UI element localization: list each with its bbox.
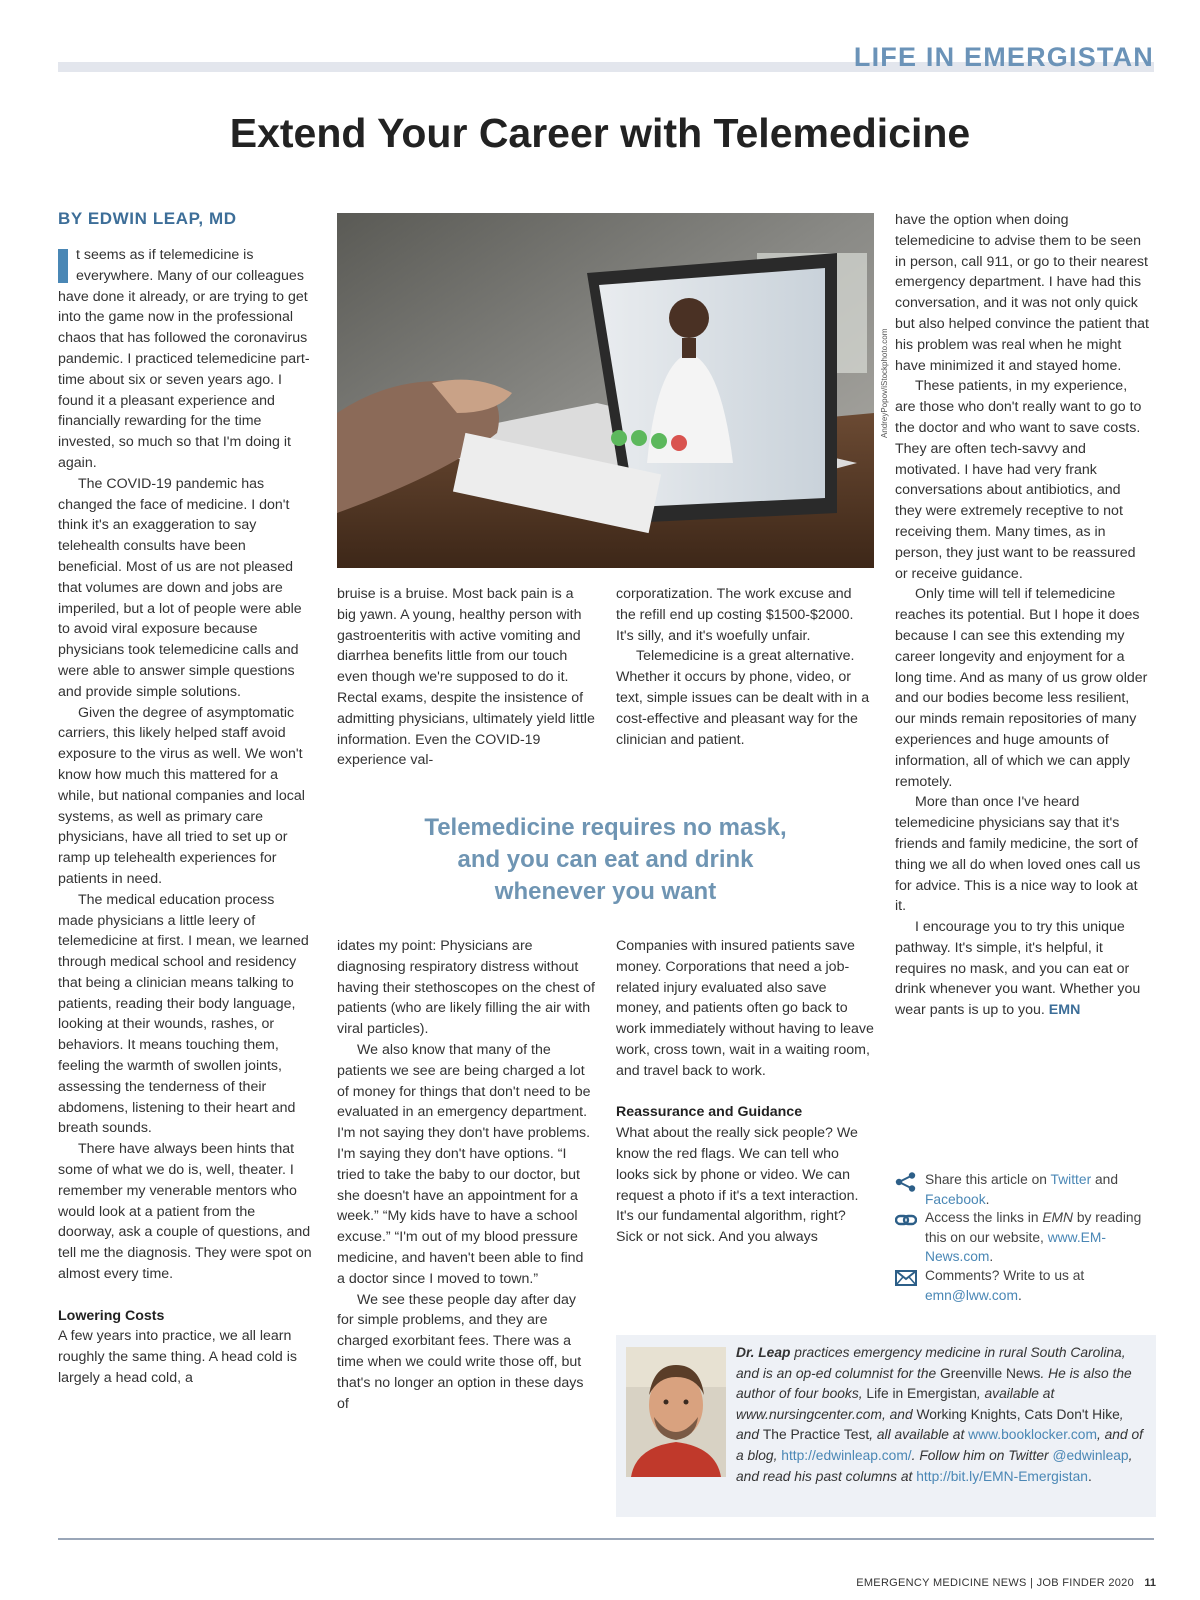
blog-link[interactable]: http://edwinleap.com/ [781,1447,912,1463]
author-bio-box [616,1335,1156,1517]
photo-credit: AndreyPopov/iStockphoto.com [880,328,889,438]
article-headline: Extend Your Career with Telemedicine [229,110,971,156]
paragraph: bruise is a bruise. Most back pain is a big yawn. A young, healthy person with gastroenteritis with active vomiting and diarrhea benefits little from our touch even though we're supposed to do it. Rectal exams, despite the insistence of admitting physicians, ultimately yield little information. Even the COVID-19 experience val- [337,586,595,769]
past-columns-link[interactable]: http://bit.ly/EMN-Emergistan [916,1468,1088,1484]
email-link[interactable]: emn@lww.com [925,1287,1018,1303]
subheading-lowering-costs: Lowering Costs [58,1307,165,1324]
article-column-3-top [616,584,874,794]
byline: BY EDWIN LEAP, MD [58,209,237,228]
paragraph: Only time will tell if telemedicine reaches its potential. But I hope it does because I can see this extending my career longevity and enjoyment for a long time. And as many of us grow older and our bodies become less resilient, our minds remain repositories of many experiences and huge amounts of information, all of which we can apply remotely. [895,586,1148,790]
share-block: Share this article on Twitter and Facebook. [895,1170,1155,1209]
drop-cap-i-mark [58,249,68,283]
paragraph: Given the degree of asymptomatic carriers, this likely helped staff avoid exposure to the virus as well. We won't know how much this mattered for a while, but national companies and local systems, as well as primary care physicians, have all tried to set up or ramp up telehealth experiences for patients in need. [58,704,305,887]
paragraph: More than once I've heard telemedicine physicians say that it's friends and family medicine, the sort of thing we all do when loved ones call us for advice. This is a nice way to look at it. [895,794,1141,915]
paragraph: t seems as if telemedicine is everywhere. Many of our colleagues have done it already, or are trying to get into the game now in the professional chaos that has followed the coronavirus pandemic. I practiced telemedicine part-time about six or seven years ago. I found it a pleasant experience and financially rewarding for the time invested, so much so that I'm doing it again. [58,247,310,471]
paragraph: have the option when doing telemedicine to advise them to be seen in person, call 911, or go to their nearest emergency department. I have had this conversation, and it was not only quick but also helped convince the patient that his problem was real when he might have minimized it and stayed home. [895,212,1149,374]
pull-quote-line: and you can eat and drink [457,846,754,873]
paragraph: Companies with insured patients save money. Corporations that need a job-related injury evaluated also save money, and patients often go back to work immediately without having to leave work, cross town, wait in a waiting room, and travel back to work. [616,938,874,1079]
article-column-2-bottom [337,936,595,1516]
paragraph: A few years into practice, we all learn roughly the same thing. A head cold is largely a head cold, a [58,1328,297,1387]
chain-link-icon [895,1210,917,1230]
paragraph: Telemedicine is a great alternative. Whether it occurs by phone, video, or text, simple issues can be dealt with in a cost-effective and pleasant way for the clinician and patient. [616,648,870,748]
pull-quote [337,812,874,908]
telemedicine-photo [337,213,874,568]
footer-publication: EMERGENCY MEDICINE NEWS | JOB FINDER 2020 [856,1577,1134,1589]
article-column-1 [58,245,313,1510]
page-number: 11 [1144,1577,1156,1589]
paragraph: corporatization. The work excuse and the refill end up costing $1500-$2000. It's silly, and it's woefully unfair. [616,586,854,644]
paragraph: The COVID-19 pandemic has changed the face of medicine. I don't think it's an exaggeration to say telehealth consults have been beneficial. Most of us are not pleased that volumes are down and jobs are imperiled, but a lot of people were able to avoid viral exposure because physicians took telemedicine calls and were able to answer simple questions and provide simple solutions. [58,475,302,700]
paragraph: The medical education process made physicians a little leery of telemedicine at first. I mean, we learned through medical school and residency that being a clinician means talking to patients, reading their body language, looking at their wounds, rashes, or behaviors. It means touching them, feeling the warmth of swollen joints, assessing the tenderness of their abdomens, listening to their heart and breath sounds. [58,891,309,1137]
pull-quote-line: Telemedicine requires no mask, [424,814,787,841]
envelope-icon [895,1268,917,1288]
twitter-link[interactable]: Twitter [1050,1172,1092,1187]
subheading-reassurance: Reassurance and Guidance [616,1104,803,1121]
paragraph: I encourage you to try this unique pathway. It's simple, it's helpful, it requires no mask, and you can eat or drink whenever you want. Whether you wear pants is up to you. EMN [895,919,1141,1019]
section-label: LIFE IN EMERGISTAN [853,42,1154,72]
end-mark: EMN [1048,1002,1081,1019]
booklocker-link[interactable]: www.booklocker.com [968,1427,1097,1443]
website-link[interactable]: www.EM-News.com [925,1229,1106,1264]
paragraph: What about the really sick people? We know the red flags. We can tell who looks sick by phone or video. We can request a photo if it's a text interaction. It's our fundamental algorithm, right? Sick or not sick. And you always [616,1125,859,1246]
laptop-video-call-illustration [337,213,874,568]
twitter-handle-link[interactable]: @edwinleap [1052,1447,1129,1463]
paragraph: These patients, in my experience, are those who don't really want to go to the doctor and who want to save costs. They are often tech-savvy and motivated. I have had very frank conversations about antibiotics, and they were extremely receptive to not receiving them. Many times, as in person, they just want to be reassured or receive guidance. [895,378,1142,582]
comments-block: Comments? Write to us at emn@lww.com. [895,1266,1155,1305]
paragraph: We also know that many of the patients we see are being charged a lot of money for things that don't need to be evaluated in an emergency department. I'm not saying they don't have problems. I'm saying they don't have options. “I tried to take the baby to our doctor, but she doesn't have an appointment for a week.” “My kids have to have a school excuse.” “I'm out of my blood pressure medicine, and haven't been able to find a doctor since I moved to town.” [337,1041,591,1287]
paragraph: There have always been hints that some of what we do is, well, theater. I remember my venerable mentors who would look at a patient from the doorway, ask a couple of questions, and tell me the diagnosis. They were spot on almost every time. [58,1141,312,1283]
facebook-link[interactable]: Facebook [925,1191,986,1207]
article-column-4 [895,210,1150,1160]
share-icon [895,1172,917,1192]
pull-quote-line: whenever you want [494,878,717,905]
article-column-2-top [337,584,595,794]
author-bio-text: Dr. Leap practices emergency medicine in rural South Carolina, and is an op-ed columnist for the Greenville News. He is also the author of four books, Life in Emergistan, available at www.nursingcenter.com, and Working Knights, Cats Don't Hike, and The Practice Test, all available at www.booklocker.com, and of a blog, http://edwinleap.com/. Follow him on Twitter @edwinleap, and read his past columns at http://bit.ly/EMN-Emergistan. [736,1345,1143,1484]
access-links-block: Access the links in EMN by reading this on our website, www.EM-News.com. [895,1208,1155,1267]
paragraph: idates my point: Physicians are diagnosing respiratory distress without having their stethoscopes on the chest of patients (who are likely filling the air with viral particles). [337,938,595,1038]
article-column-3-bottom [616,936,874,1311]
paragraph: We see these people day after day for simple problems, and they are charged exorbitant fees. There was a time when we could write those off, but that's no longer an option in these days of [337,1291,584,1412]
footer-rule [58,1538,1154,1540]
